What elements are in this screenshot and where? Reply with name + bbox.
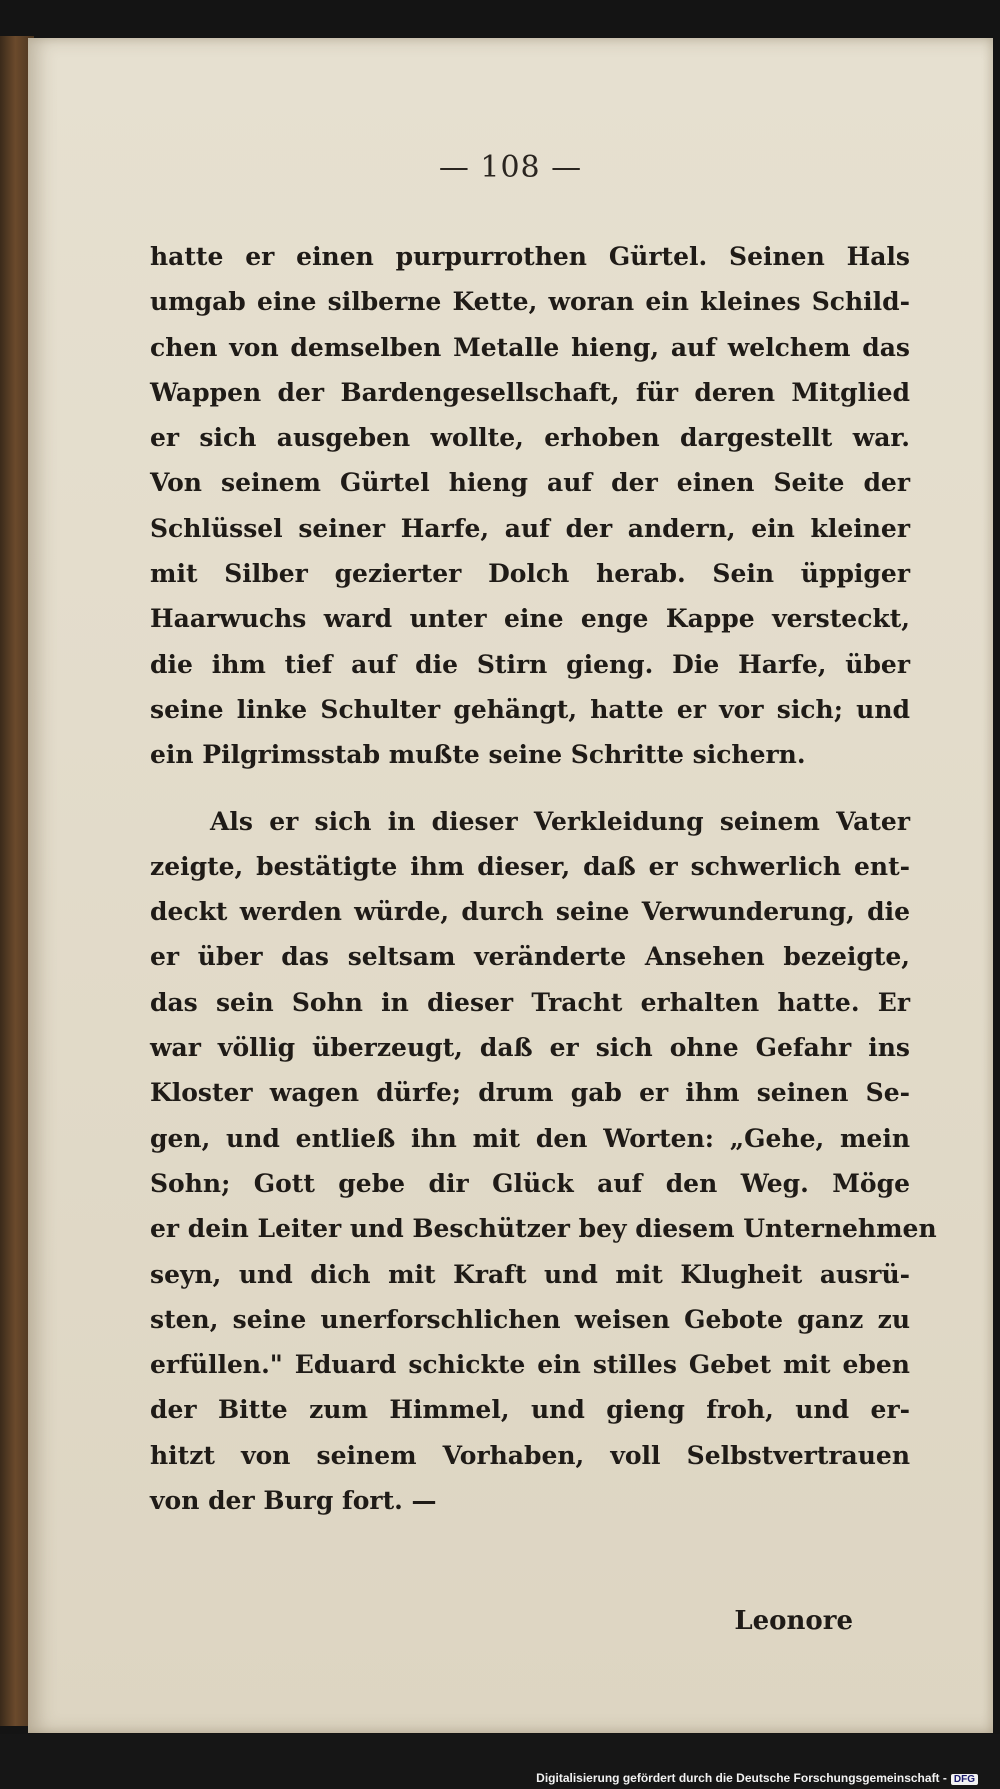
text-line: zeigte, bestätigte ihm dieser, daß er schwerlich ent- [150, 851, 910, 881]
text-line: Als er sich in dieser Verkleidung seinem Vater [210, 806, 910, 836]
paragraph-1 [150, 234, 910, 778]
text-line: er dein Leiter und Beschützer bey diesem Unternehmen [150, 1214, 937, 1244]
funding-text: Digitalisierung gefördert durch die Deutsche Forschungsgemeinschaft - [536, 1771, 947, 1785]
text-line: umgab eine silberne Kette, woran ein kleines Schild- [150, 287, 910, 317]
text-line: sten, seine unerforschlichen weisen Gebote ganz zu [150, 1304, 910, 1334]
catchword: Leonore [734, 1606, 853, 1636]
text-line: der Bitte zum Himmel, und gieng froh, und er- [150, 1395, 910, 1425]
text-line: Sohn; Gott gebe dir Glück auf den Weg. Möge [150, 1168, 910, 1198]
book-page [28, 38, 993, 1733]
text-line: hatte er einen purpurrothen Gürtel. Seinen Hals [150, 242, 910, 271]
text-line: das sein Sohn in dieser Tracht erhalten hatte. Er [150, 987, 910, 1017]
text-line: deckt werden würde, durch seine Verwunderung, die [150, 897, 910, 927]
text-line: erfüllen." Eduard schickte ein stilles Gebet mit eben [150, 1350, 910, 1380]
text-line: Von seinem Gürtel hieng auf der einen Seite der [150, 468, 910, 498]
text-line: er über das seltsam veränderte Ansehen bezeigte, [150, 942, 910, 972]
text-line: chen von demselben Metalle hieng, auf welchem das [150, 332, 910, 362]
dfg-logo-icon: DFG [951, 1774, 978, 1785]
text-line: Kloster wagen dürfe; drum gab er ihm seinen Se- [150, 1078, 910, 1108]
text-line: von der Burg fort. — [150, 1486, 437, 1516]
text-line: seyn, und dich mit Kraft und mit Klugheit ausrü- [150, 1259, 910, 1289]
funding-notice [536, 1771, 978, 1785]
text-line: Schlüssel seiner Harfe, auf der andern, ein kleiner [150, 513, 910, 543]
page-number: — 108 — [438, 150, 583, 185]
text-line: hitzt von seinem Vorhaben, voll Selbstvertrauen [150, 1440, 910, 1470]
text-line: ein Pilgrimsstab mußte seine Schritte sichern. [150, 740, 806, 770]
text-line: seine linke Schulter gehängt, hatte er vor sich; und [150, 694, 910, 724]
paragraph-2 [150, 799, 937, 1524]
text-line: er sich ausgeben wollte, erhoben dargestellt war. [150, 423, 910, 453]
text-line: Haarwuchs ward unter eine enge Kappe versteckt, [150, 604, 910, 634]
footer-bar [0, 1734, 1000, 1789]
text-line: Wappen der Bardengesellschaft, für deren Mitglied [150, 377, 910, 407]
body-text [150, 234, 937, 1523]
text-line: die ihm tief auf die Stirn gieng. Die Harfe, über [150, 649, 910, 679]
text-line: gen, und entließ ihn mit den Worten: „Gehe, mein [150, 1123, 910, 1153]
paragraph-gap [150, 778, 910, 799]
text-line: mit Silber gezierter Dolch herab. Sein üppiger [150, 559, 910, 589]
text-line: war völlig überzeugt, daß er sich ohne Gefahr ins [150, 1033, 910, 1063]
